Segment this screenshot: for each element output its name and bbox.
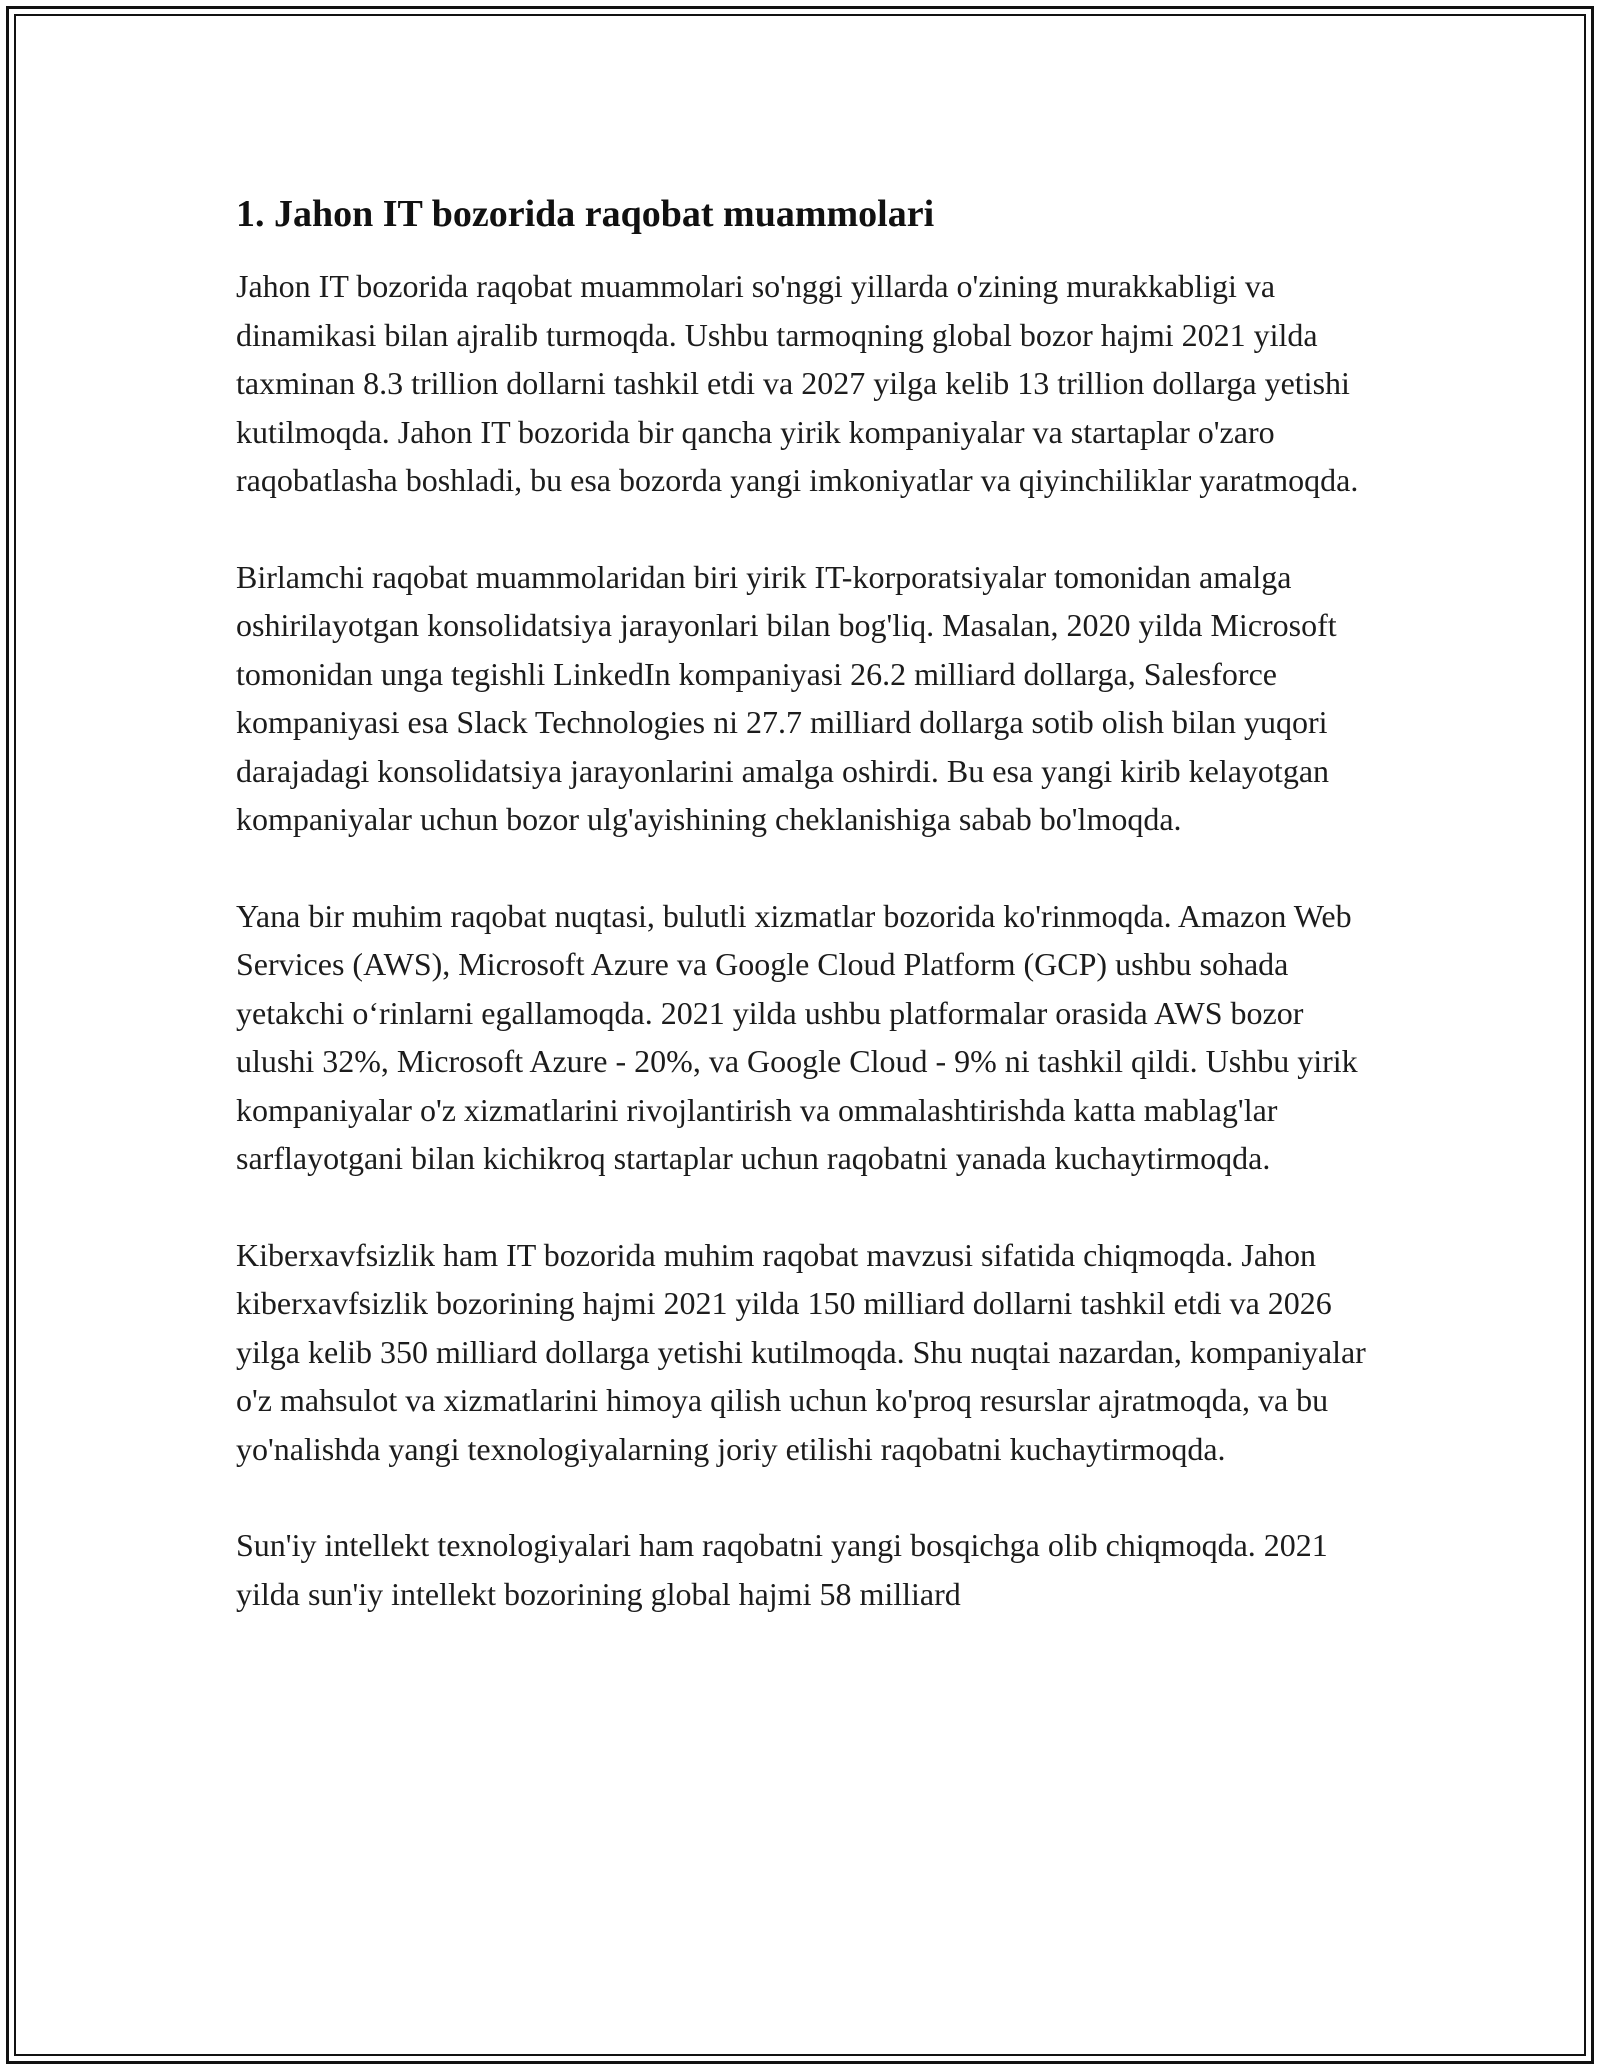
paragraph-artificial-intelligence: Sun'iy intellekt texnologiyalari ham raqobatni yangi bosqichga olib chiqmoqda. 2021 yilda sun'iy intellekt bozorining global hajmi 58 milliard <box>236 1527 1328 1612</box>
paragraph-consolidation: Birlamchi raqobat muammolaridan biri yirik IT-korporatsiyalar tomonidan amalga oshirilayotgan konsolidatsiya jarayonlari bilan bog'liq. Masalan, 2020 yilda Microsoft tomonidan unga tegishli LinkedIn kompaniyasi 26.2 milliard dollarga, Salesforce kompaniyasi esa Slack Technologies ni 27.7 milliard dollarga sotib olish bilan yuqori darajadagi konsolidatsiya jarayonlarini amalga oshirdi. Bu esa yangi kirib kelayotgan kompaniyalar uchun bozor ulg'ayishining cheklanishiga sabab bo'lmoqda. <box>236 558 1337 837</box>
section-heading: 1. Jahon IT bozorida raqobat muammolari <box>236 193 935 235</box>
paragraph-cloud-services: Yana bir muhim raqobat nuqtasi, bulutli xizmatlar bozorida ko'rinmoqda. Amazon Web Services (AWS), Microsoft Azure va Google Cloud Platform (GCP) ushbu sohada yetakchi o‘rinlarni egallamoqda. 2021 yilda ushbu platformalar orasida AWS bozor ulushi 32%, Microsoft Azure - 20%, va Google Cloud - 9% ni tashkil qildi. Ushbu yirik kompaniyalar o'z xizmatlarini rivojlantirish va ommalashtirishda katta mablag'lar sarflayotgani bilan kichikroq startaplar uchun raqobatni yanada kuchaytirmoqda. <box>236 897 1358 1176</box>
paragraph-cybersecurity: Kiberxavfsizlik ham IT bozorida muhim raqobat mavzusi sifatida chiqmoqda. Jahon kiberxavfsizlik bozorining hajmi 2021 yilda 150 milliard dollarni tashkil etdi va 2026 yilga kelib 350 milliard dollarga yetishi kutilmoqda. Shu nuqtai nazardan, kompaniyalar o'z mahsulot va xizmatlarini himoya qilish uchun ko'proq resurslar ajratmoqda, va bu yo'nalishda yangi texnologiyalarning joriy etilishi raqobatni kuchaytirmoqda. <box>236 1236 1366 1467</box>
paragraph-market-overview: Jahon IT bozorida raqobat muammolari so'nggi yillarda o'zining murakkabligi va dinamikasi bilan ajralib turmoqda. Ushbu tarmoqning global bozor hajmi 2021 yilda taxminan 8.3 trillion dollarni tashkil etdi va 2027 yilga kelib 13 trillion dollarga yetishi kutilmoqda. Jahon IT bozorida bir qancha yirik kompaniyalar va startaplar o'zaro raqobatlasha boshladi, bu esa bozorda yangi imkoniyatlar va qiyinchiliklar yaratmoqda. <box>236 268 1359 498</box>
document-body <box>236 186 1376 1618</box>
